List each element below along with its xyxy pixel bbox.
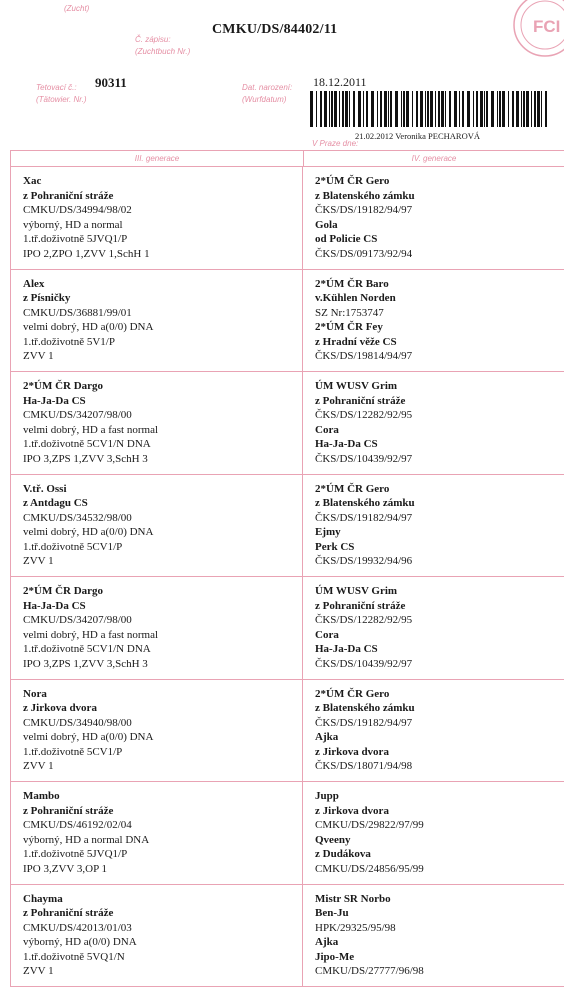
- ancestor-name: Perk CS: [315, 540, 355, 553]
- ancestor-name: Cora: [315, 628, 339, 641]
- ancestor-name: Cora: [315, 423, 339, 436]
- ancestor-name: ÚM WUSV Grim: [315, 585, 398, 597]
- kennel-name: z Jirkova dvora: [23, 702, 97, 714]
- kennel-name: z Antdagu CS: [23, 497, 88, 509]
- ancestor-name: Ejmy: [315, 526, 341, 538]
- barcode: [310, 91, 552, 127]
- dog-detail-line: CMKU/DS/34532/98/00: [23, 511, 132, 524]
- dog-detail-line: výborný, HD a normal DNA: [23, 833, 150, 846]
- dog-detail-line: výborný, HD a(0/0) DNA: [23, 936, 137, 948]
- ancestor-name: 2*ÚM ČR Fey: [315, 321, 383, 333]
- barcode-bar: [329, 91, 330, 127]
- dog-detail-line: CMKU/DS/34207/98/00: [23, 409, 132, 421]
- dog-detail-line: IPO 3,ZVV 3,OP 1: [23, 862, 108, 875]
- barcode-bar: [502, 91, 505, 127]
- ancestor-name: 2*ÚM ČR Gero: [315, 687, 390, 700]
- barcode-bar: [508, 91, 509, 127]
- ancestor-name: v.Kühlen Norden: [315, 292, 396, 304]
- dog-name: Mambo: [23, 790, 60, 802]
- kennel-name: z Písničky: [23, 292, 71, 304]
- gen3-cell: [10, 167, 303, 269]
- fci-logo-icon: [512, 0, 564, 58]
- dog-detail-line: 1.tř.doživotně 5CV1/N DNA: [23, 438, 151, 450]
- barcode-bar: [430, 91, 433, 127]
- barcode-bar: [377, 91, 378, 127]
- dog-detail-line: velmi dobrý, HD a fast normal: [23, 628, 159, 641]
- gen4-cell: [303, 372, 564, 474]
- registration-line: ČKS/DS/19182/94/97: [315, 716, 413, 729]
- barcode-bar: [339, 91, 340, 127]
- barcode-bar: [534, 91, 536, 127]
- dog-detail-line: IPO 3,ZPS 1,ZVV 3,SchH 3: [23, 657, 148, 670]
- tattoo-label: Tetovací č.:: [36, 83, 77, 92]
- ancestor-name: z Blatenského zámku: [315, 497, 415, 509]
- barcode-bar: [416, 91, 418, 127]
- barcode-bar: [324, 91, 327, 127]
- ancestor-name: Gola: [315, 218, 338, 231]
- barcode-bar: [345, 91, 348, 127]
- barcode-bar: [342, 91, 344, 127]
- pedigree-row: [10, 372, 564, 475]
- ancestor-name: 2*ÚM ČR Baro: [315, 277, 389, 290]
- barcode-bar: [425, 91, 426, 127]
- gen3-cell: [10, 680, 303, 782]
- registration-line: CMKU/DS/27777/96/98: [315, 965, 424, 977]
- gen4-cell: [303, 475, 564, 577]
- dog-detail-line: ZVV 1: [23, 350, 54, 362]
- barcode-bar: [371, 91, 374, 127]
- kennel-name: z Pohraniční stráže: [23, 907, 114, 919]
- dog-name: 2*ÚM ČR Dargo: [23, 585, 104, 597]
- ancestor-name: z Pohraniční stráže: [315, 599, 406, 612]
- dog-name: Nora: [23, 687, 47, 700]
- registration-line: CMKU/DS/29822/97/99: [315, 819, 424, 831]
- barcode-bar: [484, 91, 485, 127]
- dog-detail-line: velmi dobrý, HD a(0/0) DNA: [23, 731, 154, 743]
- ancestor-name: Ajka: [315, 936, 339, 948]
- barcode-bar: [531, 91, 532, 127]
- date-of-birth: 18.12.2011: [313, 75, 367, 89]
- barcode-bar: [403, 91, 405, 127]
- barcode-bar: [491, 91, 494, 127]
- pedigree-row: [10, 167, 564, 270]
- barcode-bar: [363, 91, 364, 127]
- tattoo-sublabel: (Tätowier. Nr.): [36, 95, 87, 104]
- ancestor-name: Ben-Ju: [315, 907, 349, 919]
- pedigree-row: [10, 680, 564, 783]
- barcode-bar: [545, 91, 547, 127]
- barcode-bar: [499, 91, 501, 127]
- gen4-cell: [303, 577, 564, 679]
- barcode-bar: [521, 91, 522, 127]
- ancestor-name: z Blatenského zámku: [315, 702, 415, 714]
- gen3-cell: [10, 372, 303, 474]
- barcode-bar: [334, 91, 337, 127]
- dog-detail-line: CMKU/DS/46192/02/04: [23, 819, 132, 831]
- dog-name: 2*ÚM ČR Dargo: [23, 380, 104, 392]
- barcode-bar: [438, 91, 440, 127]
- dog-detail-line: ZVV 1: [23, 760, 54, 772]
- barcode-bar: [395, 91, 398, 127]
- dog-detail-line: velmi dobrý, HD a(0/0) DNA: [23, 526, 154, 538]
- dog-detail-line: 1.tř.doživotně 5JVQ1/P: [23, 233, 128, 245]
- barcode-bar: [420, 91, 423, 127]
- pedigree-row: [10, 782, 564, 885]
- registration-number: CMKU/DS/84402/11: [212, 22, 338, 37]
- pedigree-row: [10, 885, 564, 988]
- zuchtbuch-label: (Zuchtbuch Nr.): [135, 47, 191, 56]
- kennel-name: z Pohraniční stráže: [23, 189, 114, 202]
- pedigree-row: [10, 270, 564, 373]
- fci-logo-text: FCI: [533, 17, 561, 36]
- barcode-bar: [310, 91, 313, 127]
- kennel-name: Ha-Ja-Da CS: [23, 599, 86, 612]
- dog-detail-line: velmi dobrý, HD a(0/0) DNA: [23, 321, 154, 333]
- barcode-bar: [401, 91, 402, 127]
- gen3-cell: [10, 577, 303, 679]
- barcode-bar: [454, 91, 457, 127]
- zapis-label: Č. zápisu:: [135, 35, 171, 44]
- ancestor-name: z Jirkova dvora: [315, 745, 389, 758]
- dob-sublabel: (Wurfdatum): [242, 95, 287, 104]
- dog-detail-line: velmi dobrý, HD a fast normal: [23, 423, 159, 436]
- dog-detail-line: 1.tř.doživotně 5CV1/N DNA: [23, 643, 151, 655]
- ancestor-name: 2*ÚM ČR Gero: [315, 482, 390, 495]
- barcode-bar: [445, 91, 446, 127]
- barcode-bar: [388, 91, 389, 127]
- barcode-bar: [380, 91, 382, 127]
- dog-name: Xac: [23, 175, 42, 187]
- barcode-bar: [316, 91, 317, 127]
- gen4-header: IV. generace: [411, 154, 457, 163]
- barcode-bar: [537, 91, 540, 127]
- ancestor-name: 2*ÚM ČR Gero: [315, 175, 390, 187]
- barcode-bar: [366, 91, 368, 127]
- zucht-label: (Zucht): [64, 4, 90, 13]
- registration-line: ČKS/DS/19182/94/97: [315, 204, 413, 216]
- place-label: V Praze dne:: [312, 139, 359, 148]
- registration-line: SZ Nr:1753747: [315, 306, 384, 319]
- dog-detail-line: CMKU/DS/34994/98/02: [23, 204, 132, 216]
- dog-detail-line: CMKU/DS/42013/01/03: [23, 921, 132, 934]
- barcode-bar: [480, 91, 483, 127]
- gen3-cell: [10, 782, 303, 884]
- barcode-bar: [358, 91, 361, 127]
- ancestor-name: ÚM WUSV Grim: [315, 380, 398, 392]
- barcode-bar: [467, 91, 470, 127]
- registration-line: ČKS/DS/18071/94/98: [315, 760, 413, 772]
- ancestor-name: z Hradní věže CS: [315, 335, 397, 348]
- barcode-bar: [427, 91, 429, 127]
- kennel-name: z Pohraniční stráže: [23, 804, 114, 817]
- dog-name: Chayma: [23, 892, 63, 905]
- ancestor-name: z Jirkova dvora: [315, 804, 389, 817]
- barcode-bar: [473, 91, 474, 127]
- barcode-bar: [486, 91, 488, 127]
- barcode-bar: [476, 91, 478, 127]
- gen3-cell: [10, 885, 303, 987]
- dog-detail-line: výborný, HD a normal: [23, 218, 123, 231]
- registration-line: ČKS/DS/10439/92/97: [315, 452, 413, 465]
- pedigree-header: [10, 151, 564, 167]
- dob-label: Dat. narození:: [242, 83, 293, 92]
- dog-detail-line: ZVV 1: [23, 965, 54, 977]
- barcode-bar: [497, 91, 498, 127]
- gen4-cell: [303, 782, 564, 884]
- barcode-bar: [516, 91, 519, 127]
- barcode-bar: [441, 91, 444, 127]
- ancestor-name: Jupp: [315, 790, 339, 802]
- barcode-bar: [390, 91, 392, 127]
- barcode-bar: [526, 91, 529, 127]
- tattoo-number: 90311: [95, 75, 127, 90]
- dog-detail-line: CMKU/DS/36881/99/01: [23, 306, 132, 319]
- ancestor-name: Jipo-Me: [315, 950, 355, 963]
- barcode-bar: [353, 91, 355, 127]
- registration-line: ČKS/DS/10439/92/97: [315, 657, 413, 670]
- registration-line: CMKU/DS/24856/95/99: [315, 862, 424, 875]
- gen4-cell: [303, 270, 564, 372]
- ancestor-name: Ha-Ja-Da CS: [315, 643, 378, 655]
- registration-line: HPK/29325/95/98: [315, 921, 396, 934]
- barcode-bar: [320, 91, 322, 127]
- barcode-bar: [349, 91, 350, 127]
- dog-detail-line: ZVV 1: [23, 555, 54, 567]
- dog-detail-line: 1.tř.doživotně 5JVQ1/P: [23, 848, 128, 860]
- dog-detail-line: 1.tř.doživotně 5CV1/P: [23, 540, 123, 553]
- registration-line: ČKS/DS/09173/92/94: [315, 247, 413, 260]
- kennel-name: Ha-Ja-Da CS: [23, 394, 86, 407]
- ancestor-name: Mistr SR Norbo: [315, 892, 391, 905]
- dog-detail-line: 1.tř.doživotně 5CV1/P: [23, 745, 123, 758]
- barcode-bar: [435, 91, 436, 127]
- ancestor-name: z Pohraniční stráže: [315, 394, 406, 407]
- registration-line: ČKS/DS/12282/92/95: [315, 614, 413, 626]
- ancestor-name: Qveeny: [315, 833, 351, 846]
- gen4-cell: [303, 680, 564, 782]
- dog-detail-line: 1.tř.doživotně 5V1/P: [23, 335, 115, 348]
- pedigree-row: [10, 475, 564, 578]
- gen3-header: III. generace: [10, 151, 304, 166]
- dog-detail-line: CMKU/DS/34207/98/00: [23, 614, 132, 626]
- ancestor-name: Ajka: [315, 731, 339, 743]
- pedigree-row: [10, 577, 564, 680]
- barcode-bar: [412, 91, 413, 127]
- ancestor-name: od Policie CS: [315, 233, 378, 245]
- registration-line: ČKS/DS/12282/92/95: [315, 409, 413, 421]
- barcode-bar: [541, 91, 542, 127]
- gen3-cell: [10, 475, 303, 577]
- registration-line: ČKS/DS/19932/94/96: [315, 555, 413, 567]
- pedigree-table: [10, 150, 564, 987]
- barcode-bar: [462, 91, 464, 127]
- barcode-bar: [384, 91, 387, 127]
- barcode-bar: [331, 91, 333, 127]
- signature-line: 21.02.2012 Veronika PECHAROVÁ: [355, 131, 480, 141]
- registration-line: ČKS/DS/19814/94/97: [315, 350, 413, 362]
- barcode-bar: [449, 91, 451, 127]
- gen4-cell: [303, 167, 564, 269]
- dog-detail-line: CMKU/DS/34940/98/00: [23, 716, 132, 729]
- ancestor-name: Ha-Ja-Da CS: [315, 438, 378, 450]
- dog-name: V.tř. Ossi: [23, 482, 67, 495]
- gen3-cell: [10, 270, 303, 372]
- registration-line: ČKS/DS/19182/94/97: [315, 511, 413, 524]
- ancestor-name: z Dudákova: [315, 848, 371, 860]
- dog-detail-line: 1.tř.doživotně 5VQ1/N: [23, 950, 125, 963]
- barcode-bar: [459, 91, 460, 127]
- ancestor-name: z Blatenského zámku: [315, 189, 415, 202]
- barcode-bar: [523, 91, 525, 127]
- dog-detail-line: IPO 2,ZPO 1,ZVV 1,SchH 1: [23, 247, 150, 260]
- barcode-bar: [406, 91, 409, 127]
- gen4-cell: [303, 885, 564, 987]
- dog-detail-line: IPO 3,ZPS 1,ZVV 3,SchH 3: [23, 452, 148, 465]
- dog-name: Alex: [23, 277, 45, 290]
- barcode-bar: [512, 91, 514, 127]
